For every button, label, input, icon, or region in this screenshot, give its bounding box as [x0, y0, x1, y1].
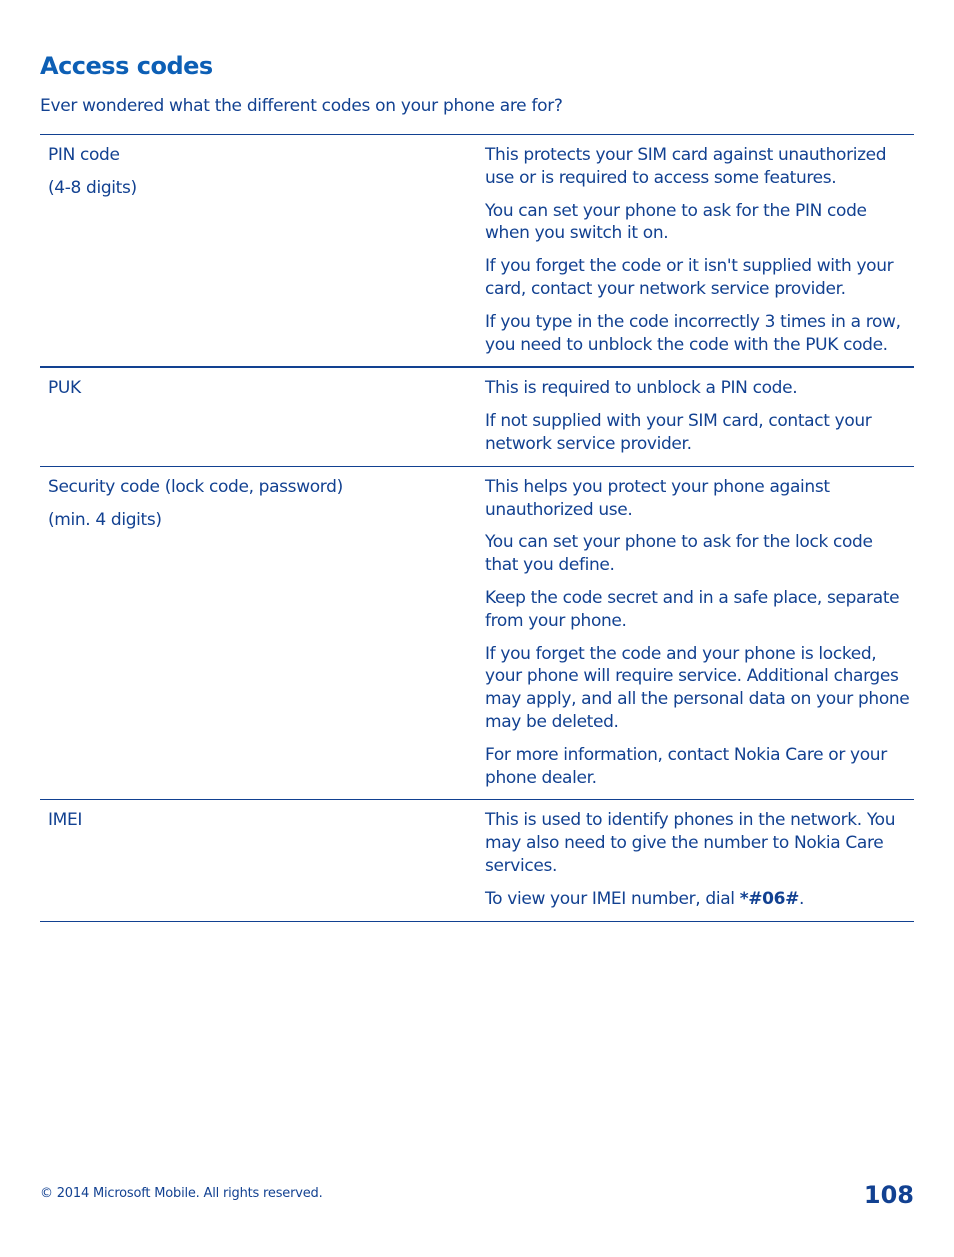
table-row-security-code — [40, 467, 914, 801]
description-paragraph: If not supplied with your SIM card, contact your network service provider. — [485, 411, 872, 454]
code-name: IMEI — [48, 810, 83, 831]
code-description-cell — [477, 809, 914, 910]
description-paragraph: If you type in the code incorrectly 3 times in a row, you need to unblock the code with the PUK code. — [485, 311, 901, 355]
description-paragraph: This is required to unblock a PIN code. — [485, 378, 798, 399]
description-paragraph: For more information, contact Nokia Care or your phone dealer. — [485, 744, 887, 788]
code-digits: (4-8 digits) — [48, 177, 137, 198]
code-name: PUK — [48, 378, 81, 399]
imei-dial-code: *#06# — [739, 888, 799, 909]
code-description-cell — [477, 476, 914, 790]
description-paragraph: If you forget the code and your phone is locked, your phone will require service. Additional charges may apply, and all the personal data on your phone may be deleted. — [485, 643, 910, 732]
description-paragraph: This is used to identify phones in the network. You may also need to give the number to Nokia Care services. — [485, 810, 896, 876]
dial-instruction — [485, 888, 910, 911]
footer-copyright: © 2014 Microsoft Mobile. All rights reserved. — [40, 1186, 323, 1201]
code-name-cell — [40, 476, 477, 790]
description-paragraph: Keep the code secret and in a safe place, separate from your phone. — [485, 587, 900, 631]
description-paragraph: You can set your phone to ask for the PIN code when you switch it on. — [485, 200, 867, 244]
description-paragraph: This helps you protect your phone against unauthorized use. — [485, 476, 830, 520]
intro-text: Ever wondered what the different codes on your phone are for? — [40, 96, 563, 116]
code-description-cell — [477, 144, 914, 356]
code-description-cell — [477, 377, 914, 455]
code-digits: (min. 4 digits) — [48, 509, 162, 530]
code-name-cell — [40, 144, 477, 356]
page-number: 108 — [863, 1181, 914, 1209]
description-paragraph: This protects your SIM card against unauthorized use or is required to access some features. — [485, 145, 887, 188]
access-codes-table — [40, 134, 914, 922]
code-name-cell — [40, 809, 477, 910]
table-row-imei — [40, 800, 914, 921]
table-row-puk — [40, 368, 914, 466]
dial-prefix: To view your IMEI number, dial — [485, 888, 740, 909]
code-name: PIN code — [48, 145, 120, 165]
description-paragraph: You can set your phone to ask for the lock code that you define. — [485, 532, 873, 576]
code-name-cell — [40, 377, 477, 455]
code-name: Security code (lock code, password) — [48, 476, 343, 497]
description-paragraph: If you forget the code or it isn't supplied with your card, contact your network service provider. — [485, 256, 894, 299]
dial-suffix: . — [798, 888, 805, 909]
table-row-pin-code — [40, 135, 914, 368]
page-title: Access codes — [40, 52, 213, 80]
